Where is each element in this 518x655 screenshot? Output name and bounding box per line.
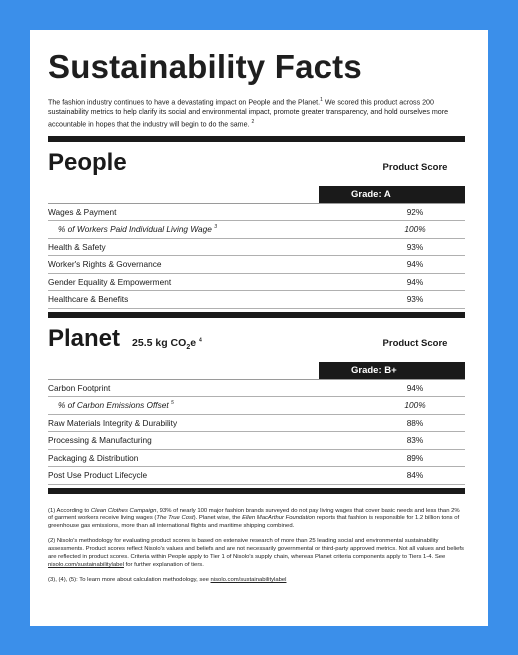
- table-row: Worker's Rights & Governance 94%: [48, 256, 465, 274]
- table-row: Health & Safety 93%: [48, 239, 465, 257]
- divider: [48, 488, 465, 494]
- planet-header: [48, 318, 465, 352]
- table-row: % of Workers Paid Individual Living Wage $^3$ 100%: [48, 221, 465, 239]
- page-title: Sustainability Facts: [48, 48, 362, 85]
- facts-panel: [48, 48, 465, 592]
- table-row: Healthcare & Benefits 93%: [48, 291, 465, 309]
- planet-rows: [48, 380, 465, 485]
- footnote-3: (3), (4), (5): To learn more about calculation methodology, see nisolo.com/sustainabilitylabel: [48, 576, 287, 583]
- table-row: Wages & Payment 92%: [48, 204, 465, 222]
- footnote-ref: 2: [251, 118, 255, 125]
- table-row: Processing & Manufacturing 83%: [48, 432, 465, 450]
- product-score-label: Product Score: [382, 337, 448, 349]
- sustainability-label-link[interactable]: nisolo.com/sustainabilitylabel: [210, 576, 287, 583]
- footnote-ref: 1: [320, 97, 323, 103]
- grade-row: [48, 186, 465, 203]
- section-title-people: People: [48, 148, 127, 176]
- grade-badge-planet: Grade: B+: [319, 362, 465, 379]
- footnotes: [48, 508, 465, 585]
- table-row: % of Carbon Emissions Offset $^5$ 100%: [48, 397, 465, 415]
- footnote-1: (1) According to Clean Clothes Campaign, 93% of nearly 100 major fashion brands surveyed do not pay living wages that cover basic needs and less than 2% of garment workers receive living wages (The True Cost). Planet wise, the Ellen MacArthur Foundation reports that fashion is responsible for 1.2 billion tons of greenhouse gas emissions, more than all international flights and maritime shipping combined.: [48, 507, 460, 530]
- table-row: Packaging & Distribution 89%: [48, 450, 465, 468]
- intro-text: The fashion industry continues to have a devastating impact on People and the Planet.$^1$ We scored this product across 200 sustainability metrics to help clarify its social and environmental impact, promote greater transparency, and hold ourselves more accountable in hopes that the industry will begin to do the same. $^2$: [48, 97, 449, 128]
- table-row: Post Use Product Lifecycle 84%: [48, 467, 465, 485]
- table-row: Raw Materials Integrity & Durability 88%: [48, 415, 465, 433]
- people-header: [48, 142, 465, 176]
- carbon-emissions-total: 25.5 kg $CO_2e$ $^4$: [132, 336, 202, 351]
- table-row: Carbon Footprint 94%: [48, 380, 465, 398]
- grade-row: [48, 362, 465, 379]
- people-rows: [48, 204, 465, 309]
- product-score-label: Product Score: [382, 161, 448, 173]
- sustainability-label-link[interactable]: nisolo.com/sustainabilitylabel: [48, 561, 124, 568]
- grade-badge-people: Grade: A: [319, 186, 465, 203]
- footnote-2: (2) Nisolo's methodology for evaluating product scores is based on extensive research of more than 25 leading social and environmental sustainability assessments. Product scores reflect Nisolo's values and beliefs and are not necessarily governmental or third-party approved metrics. Not all values and beliefs are reflected in product scores. Criteria within People apply to Tier 1 of Nisolo's supply chain, whereas Planet criteria components apply to Tiers 1-4. See nisolo.com/sustainabilitylabel for further explanation of tiers.: [48, 538, 464, 568]
- facts-card: [30, 30, 488, 626]
- table-row: Gender Equality & Empowerment 94%: [48, 274, 465, 292]
- section-title-planet: Planet: [48, 324, 121, 352]
